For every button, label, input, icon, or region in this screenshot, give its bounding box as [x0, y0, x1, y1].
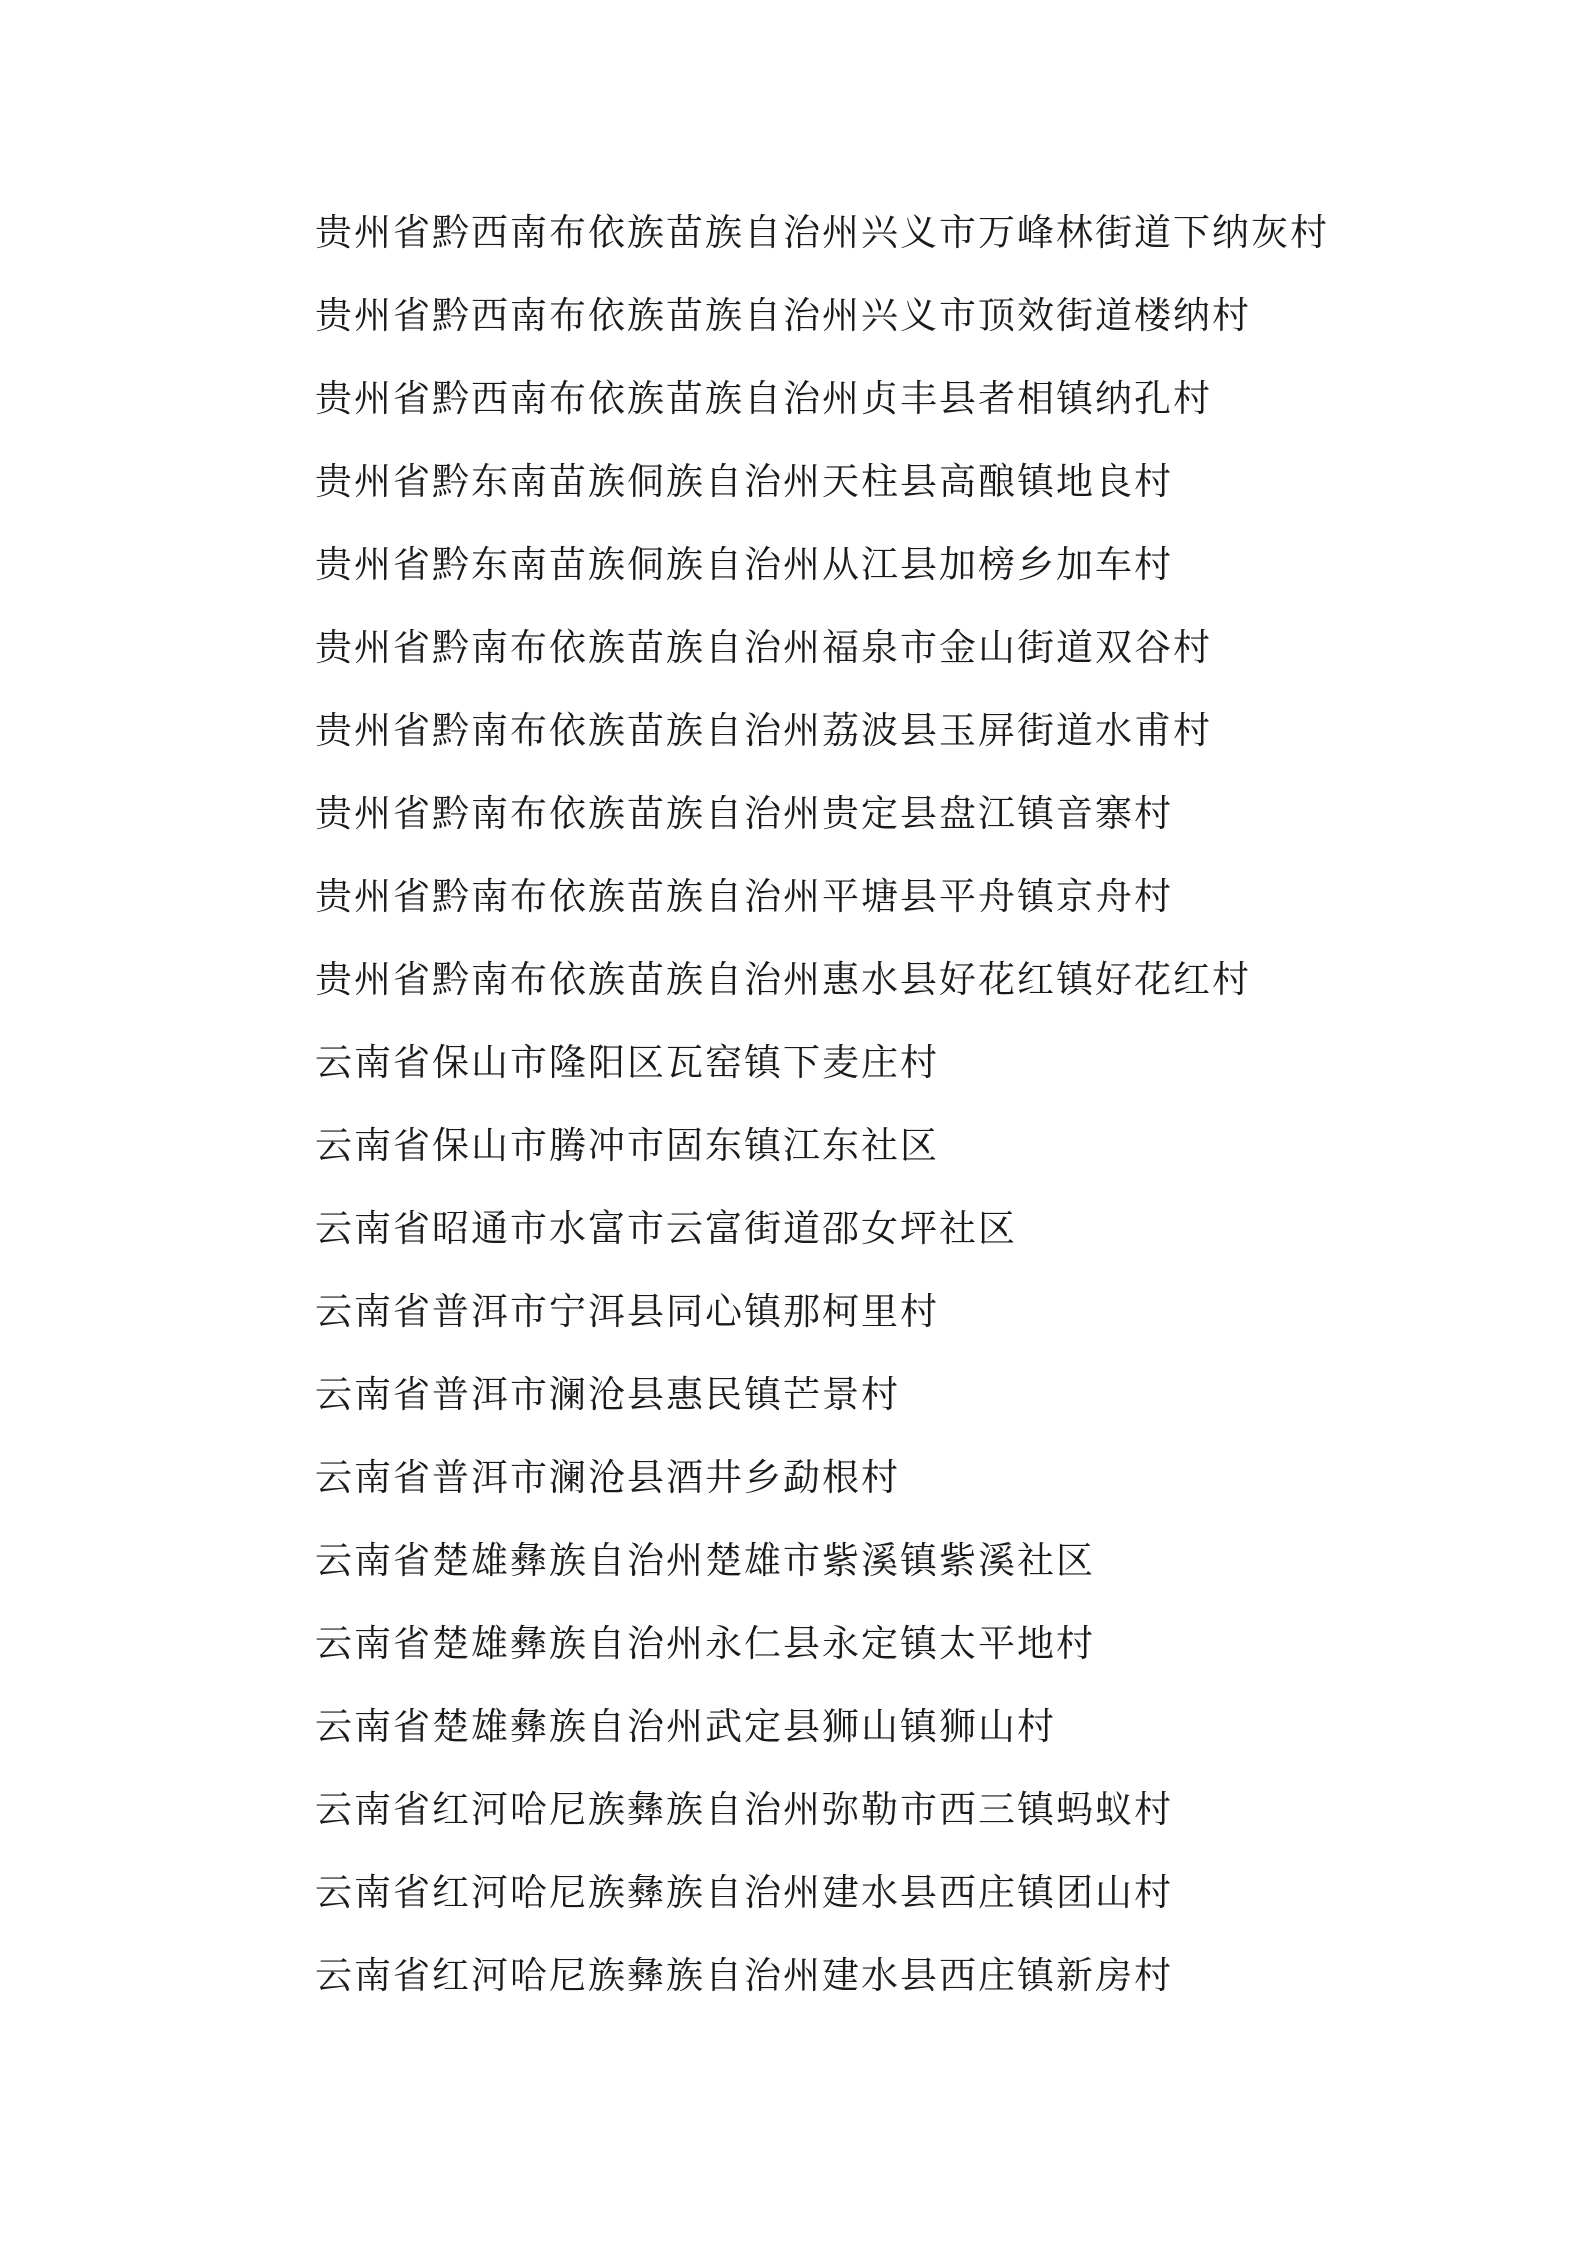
place-name-list — [315, 192, 1507, 2018]
place-name-line: 云南省保山市腾冲市固东镇江东社区 — [315, 1126, 939, 1167]
place-name-line: 云南省红河哈尼族彝族自治州建水县西庄镇新房村 — [315, 1956, 1173, 1997]
place-name-line: 云南省普洱市宁洱县同心镇那柯里村 — [315, 1292, 939, 1333]
place-name-line: 云南省红河哈尼族彝族自治州建水县西庄镇团山村 — [315, 1873, 1173, 1914]
place-name-line: 云南省楚雄彝族自治州武定县狮山镇狮山村 — [315, 1707, 1056, 1748]
place-name-line: 贵州省黔南布依族苗族自治州荔波县玉屏街道水甫村 — [315, 711, 1212, 752]
place-name-line: 云南省楚雄彝族自治州楚雄市紫溪镇紫溪社区 — [315, 1541, 1095, 1582]
place-name-line: 云南省红河哈尼族彝族自治州弥勒市西三镇蚂蚁村 — [315, 1790, 1173, 1831]
place-name-line: 贵州省黔西南布依族苗族自治州贞丰县者相镇纳孔村 — [315, 379, 1212, 420]
place-name-line: 贵州省黔西南布依族苗族自治州兴义市顶效街道楼纳村 — [315, 296, 1251, 337]
place-name-line: 贵州省黔东南苗族侗族自治州天柱县高酿镇地良村 — [315, 462, 1173, 503]
place-name-line: 贵州省黔南布依族苗族自治州平塘县平舟镇京舟村 — [315, 877, 1173, 918]
place-name-line: 贵州省黔南布依族苗族自治州贵定县盘江镇音寨村 — [315, 794, 1173, 835]
place-name-line: 贵州省黔南布依族苗族自治州惠水县好花红镇好花红村 — [315, 960, 1251, 1001]
place-name-line: 云南省保山市隆阳区瓦窑镇下麦庄村 — [315, 1043, 939, 1084]
place-name-line: 贵州省黔南布依族苗族自治州福泉市金山街道双谷村 — [315, 628, 1212, 669]
place-name-line: 云南省普洱市澜沧县惠民镇芒景村 — [315, 1375, 900, 1416]
place-name-line: 云南省楚雄彝族自治州永仁县永定镇太平地村 — [315, 1624, 1095, 1665]
place-name-line: 云南省普洱市澜沧县酒井乡勐根村 — [315, 1458, 900, 1499]
place-name-line: 贵州省黔东南苗族侗族自治州从江县加榜乡加车村 — [315, 545, 1173, 586]
place-name-line: 云南省昭通市水富市云富街道邵女坪社区 — [315, 1209, 1017, 1250]
place-name-line: 贵州省黔西南布依族苗族自治州兴义市万峰林街道下纳灰村 — [315, 213, 1329, 254]
